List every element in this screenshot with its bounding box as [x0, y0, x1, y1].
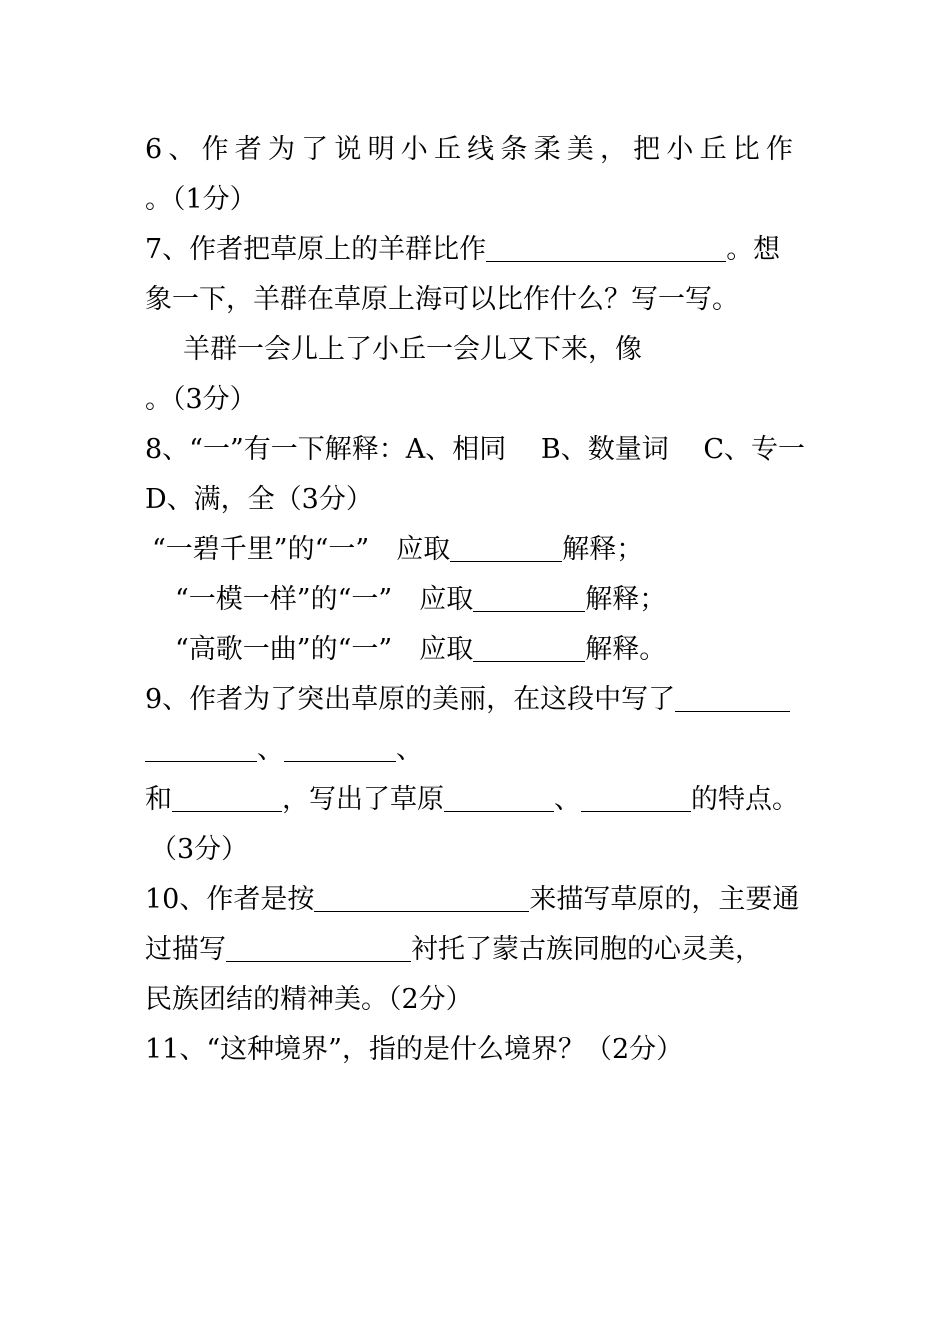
q6-score: 。（1分） [145, 184, 257, 215]
q10-blank-1[interactable] [314, 881, 529, 912]
q9-score: （3分） [150, 834, 249, 865]
q10-line2 [145, 928, 805, 972]
q9-blank-4[interactable] [172, 781, 282, 812]
q8-item-3-suffix: 解释。 [585, 634, 667, 665]
q7-prompt: 象一下，羊群在草原上海可以比作什么？写一写。 [145, 284, 739, 315]
q8-item-3-blank[interactable] [473, 631, 585, 662]
q7-line2 [145, 278, 805, 322]
q8-item-1-suffix: 解释； [562, 534, 644, 565]
q10-text: 10、作者是按 [145, 884, 315, 915]
q8-item-1-text: “一碧千里”的“一” 应取 [152, 534, 451, 565]
q8-item-2-blank[interactable] [473, 581, 585, 612]
q10-line3 [145, 978, 805, 1022]
q10-text-3: 过描写 [145, 934, 226, 965]
q7-text: 7、作者把草原上的羊群比作 [145, 234, 487, 265]
q8-item-1 [152, 528, 805, 572]
q9-blank-5[interactable] [444, 781, 554, 812]
q10-score: 民族团结的精神美。（2分） [145, 984, 473, 1015]
q7-line3 [183, 328, 805, 372]
q10-text-4: 衬托了蒙古族同胞的心灵美， [411, 934, 762, 965]
q10-text-2: 来描写草原的，主要通 [529, 884, 800, 915]
q9-line1 [145, 678, 805, 722]
q7-sentence: 羊群一会儿上了小丘一会儿又下来，像 [183, 334, 642, 365]
q9-and: 和 [145, 784, 172, 815]
q8-line2 [145, 478, 805, 522]
q9-blank-6[interactable] [581, 781, 691, 812]
q9-sep-3: 、 [554, 784, 581, 815]
q9-sep-1: 、 [257, 734, 284, 765]
q8-line1 [145, 428, 805, 472]
q9-line3 [145, 778, 805, 822]
q8-item-2-suffix: 解释； [585, 584, 667, 615]
q6-line1 [145, 128, 805, 172]
q10-blank-2[interactable] [226, 931, 411, 962]
q10-line1 [145, 878, 805, 922]
q8-item-1-blank[interactable] [450, 531, 562, 562]
q6-text: 6、作者为了说明小丘线条柔美，把小丘比作 [145, 134, 800, 165]
q6-line2 [145, 178, 805, 222]
q7-line1 [145, 228, 805, 272]
q8-option-d: D、满，全（3分） [145, 484, 373, 515]
q7-line4 [145, 378, 805, 422]
q9-blank-1[interactable] [675, 681, 790, 712]
q7-answer-blank[interactable] [486, 231, 726, 262]
q8-item-3-text: “高歌一曲”的“一” 应取 [175, 634, 474, 665]
q9-blank-2[interactable] [145, 731, 257, 762]
q11-line1 [145, 1028, 805, 1072]
q7-score: 。（3分） [145, 384, 257, 415]
q11-text: 11、“这种境界”，指的是什么境界？（2分） [145, 1034, 684, 1065]
q9-line4 [150, 828, 805, 872]
q8-item-2-text: “一模一样”的“一” 应取 [175, 584, 474, 615]
q9-line2 [145, 728, 805, 772]
q9-sep-2: 、 [396, 734, 423, 765]
q9-blank-3[interactable] [284, 731, 396, 762]
q8-option-c: C、专一 [703, 434, 805, 465]
q8-option-b: B、数量词 [540, 434, 669, 465]
q9-text-3: 的特点。 [691, 784, 799, 815]
q8-option-a: 8、“一”有一下解释：A、相同 [145, 434, 507, 465]
q9-text-2: ，写出了草原 [282, 784, 444, 815]
q9-text: 9、作者为了突出草原的美丽，在这段中写了 [145, 684, 676, 715]
q8-item-3 [175, 628, 805, 672]
q8-item-2 [175, 578, 805, 622]
q7-text-end: 。想 [726, 234, 781, 265]
